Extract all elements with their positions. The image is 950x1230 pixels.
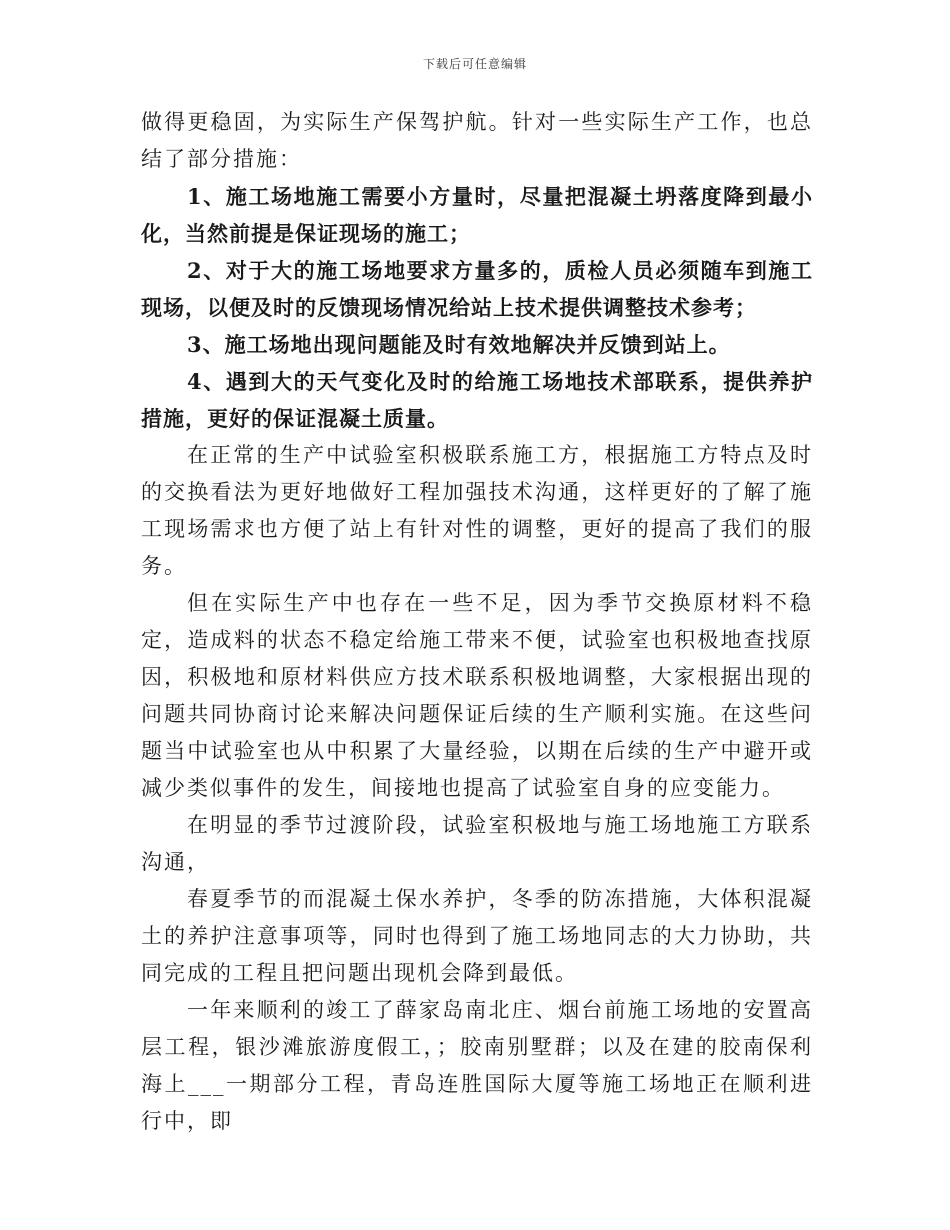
measure-item: 4、遇到大的天气变化及时的给施工场地技术部联系，提供养护措施，更好的保证混凝土质量。 (141, 369, 813, 431)
paragraph: 但在实际生产中也存在一些不足，因为季节交换原材料不稳定，造成料的状态不稳定给施工带来不便，试验室也积极地查找原因，积极地和原材料供应方技术联系积极地调整，大家根据出现的问题共同协商讨论来解决问题保证后续的生产顺利实施。在这些问题当中试验室也从中积累了大量经验，以期在后续的生产中避开或减少类似事件的发生，间接地也提高了试验室自身的应变能力。 (141, 591, 813, 800)
paragraph: 在正常的生产中试验室积极联系施工方，根据施工方特点及时的交换看法为更好地做好工程加强技术沟通，这样更好的了解了施工现场需求也方便了站上有针对性的调整，更好的提高了我们的服务。 (141, 443, 813, 578)
document-body (141, 104, 813, 1140)
paragraph: 春夏季节的而混凝土保水养护，冬季的防冻措施，大体积混凝土的养护注意事项等，同时也得到了施工场地同志的大力协助，共同完成的工程且把问题出现机会降到最低。 (141, 887, 813, 985)
measure-item: 1、施工场地施工需要小方量时，尽量把混凝土坍落度降到最小化，当然前提是保证现场的施工； (141, 184, 813, 246)
paragraph: 一年来顺利的竣工了薛家岛南北庄、烟台前施工场地的安置高层工程，银沙滩旅游度假工，；胶南别墅群；以及在建的胶南保利海上___一期部分工程，青岛连胜国际大厦等施工场地正在顺利进行中，即 (141, 998, 813, 1133)
paragraph: 做得更稳固，为实际生产保驾护航。针对一些实际生产工作，也总结了部分措施： (141, 110, 813, 171)
measure-item: 2、对于大的施工场地要求方量多的，质检人员必须随车到施工现场，以便及时的反馈现场情况给站上技术提供调整技术参考； (141, 258, 813, 320)
measure-item: 3、施工场地出现问题能及时有效地解决并反馈到站上。 (187, 332, 731, 357)
page-header: 下载后可任意编辑 (422, 57, 527, 71)
paragraph: 在明显的季节过渡阶段，试验室积极地与施工场地施工方联系沟通， (141, 813, 813, 874)
